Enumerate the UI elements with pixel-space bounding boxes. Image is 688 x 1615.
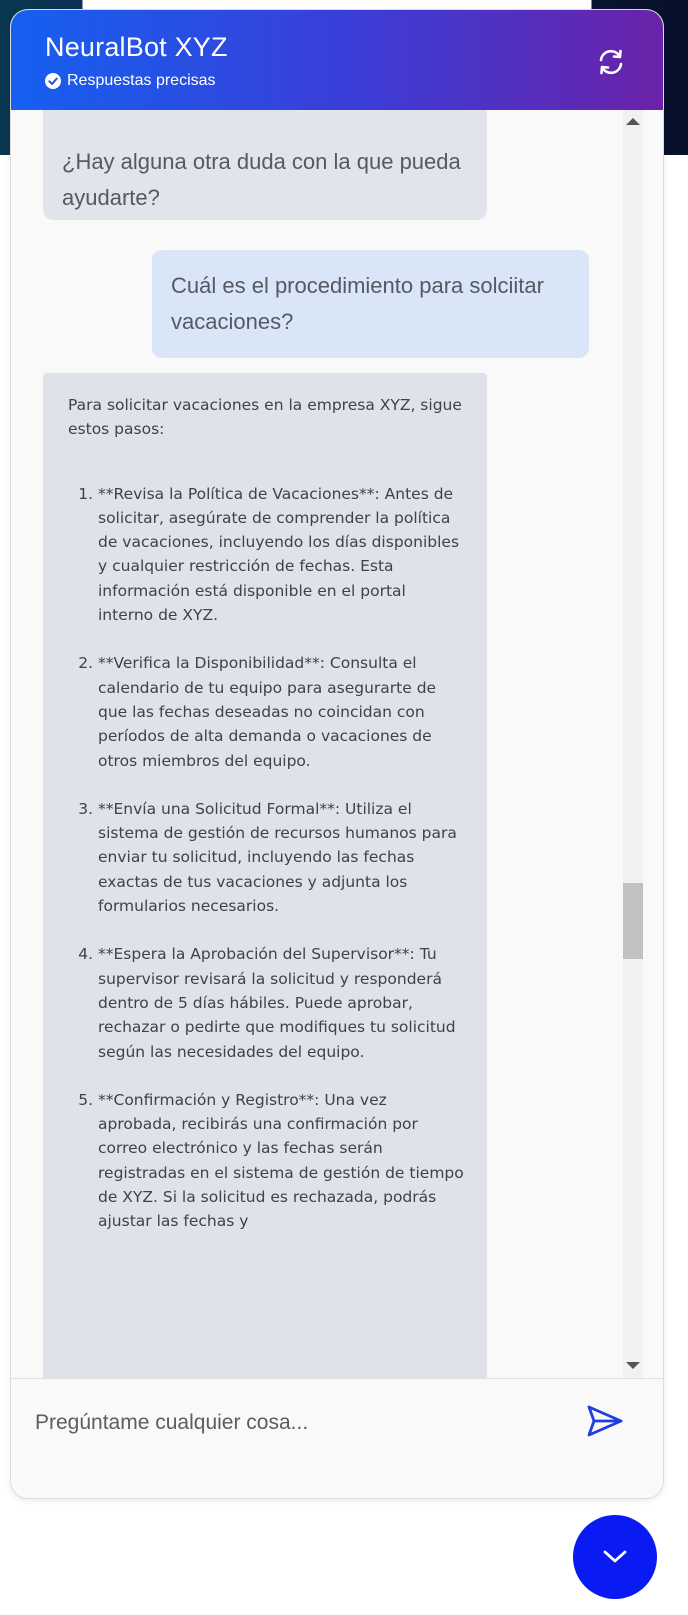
input-bar [11, 1378, 663, 1499]
scroll-up-arrow-icon[interactable] [626, 118, 640, 125]
message-list[interactable] [11, 110, 663, 1428]
steps-list [68, 482, 465, 1234]
bot-message [43, 110, 487, 220]
bot-title: NeuralBot XYZ [45, 32, 228, 62]
send-icon[interactable] [586, 1404, 624, 1438]
refresh-icon[interactable] [596, 47, 626, 77]
bot-message-text: ¿Hay alguna otra duda con la que pueda ayudarte? [62, 149, 461, 210]
list-item: 5. **Confirmación y Registro**: Una vez aprobada, recibirás una confirmación por correo electrónico y las fechas serán registradas en el sistema de gestión de tiempo de XYZ. Si la solicitud es rechazada, podrás ajustar las fechas y [98, 1088, 465, 1234]
chat-header [11, 10, 663, 110]
user-message [152, 250, 589, 358]
bot-message-intro: Para solicitar vacaciones en la empresa XYZ, sigue estos pasos: [68, 396, 462, 439]
scrollbar[interactable] [623, 110, 643, 1378]
user-message-text: Cuál es el procedimiento para solciitar vacaciones? [171, 273, 544, 334]
chat-window [10, 9, 664, 1499]
bot-message [43, 373, 487, 1428]
list-item: 2. **Verifica la Disponibilidad**: Consulta el calendario de tu equipo para asegurarte de que las fechas deseadas no coincidan con períodos de alta demanda o vacaciones de otros miembros del equipo. [98, 651, 465, 772]
message-input[interactable] [33, 1399, 567, 1447]
chevron-down-icon [602, 1549, 628, 1565]
check-circle-icon [45, 73, 61, 89]
bot-status-label: Respuestas precisas [67, 72, 216, 89]
list-item: 4. **Espera la Aprobación del Supervisor**: Tu supervisor revisará la solicitud y responderá dentro de 5 días hábiles. Puede aprobar, rechazar o pedirte que modifiques tu solicitud según las necesidades del equipo. [98, 942, 465, 1063]
list-item: 1. **Revisa la Política de Vacaciones**: Antes de solicitar, asegúrate de comprender la política de vacaciones, incluyendo los días disponibles y cualquier restricción de fechas. Esta información está disponible en el portal interno de XYZ. [98, 482, 465, 628]
scroll-down-arrow-icon[interactable] [626, 1362, 640, 1369]
list-item: 3. **Envía una Solicitud Formal**: Utiliza el sistema de gestión de recursos humanos para enviar tu solicitud, incluyendo las fechas exactas de tus vacaciones y adjunta los formularios necesarios. [98, 797, 465, 918]
scroll-to-bottom-button[interactable] [573, 1515, 657, 1599]
bot-status [45, 72, 216, 90]
scrollbar-thumb[interactable] [623, 883, 643, 959]
